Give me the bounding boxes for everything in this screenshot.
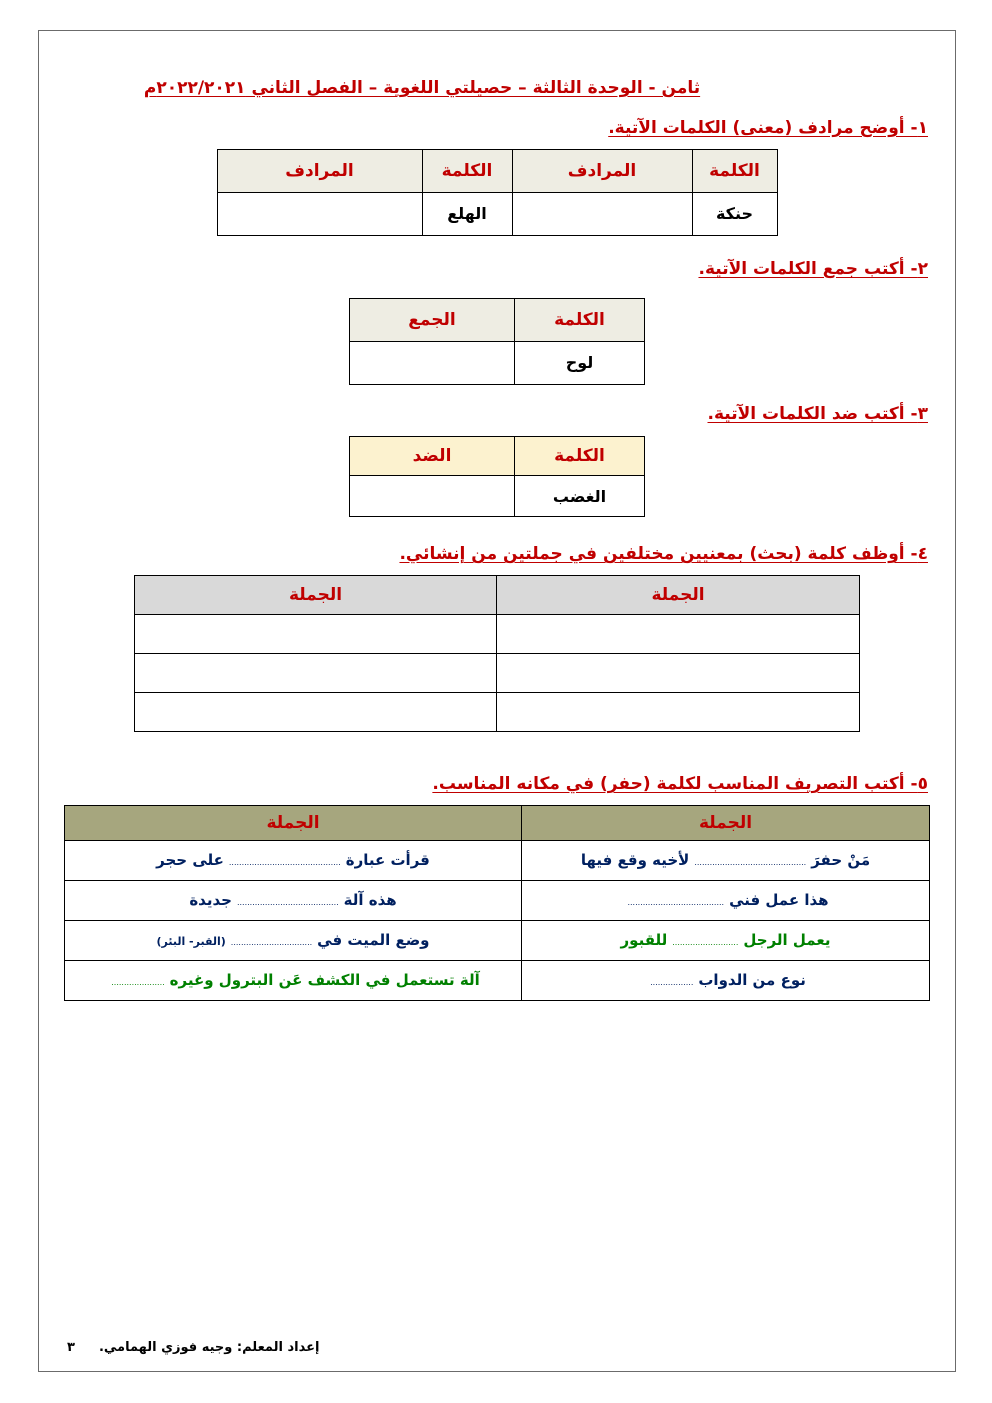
- sentence-text: على حجر: [156, 850, 224, 869]
- header-word: الكلمة: [692, 149, 777, 192]
- question-3-heading: ٣- أكتب ضد الكلمات الآتية.: [707, 403, 928, 424]
- sentence-text: للقبور: [620, 930, 668, 949]
- page-footer: [67, 1340, 319, 1355]
- sentence-cell: [65, 880, 522, 920]
- table-row: [65, 880, 930, 920]
- header-word: الكلمة: [422, 149, 512, 192]
- table-row: [65, 840, 930, 880]
- hint-note: (القبر- البئر): [156, 934, 226, 948]
- answer-blank: .....................: [111, 977, 165, 987]
- header-sentence: الجملة: [65, 805, 522, 840]
- prepared-by-text: إعداد المعلم: وجيه فوزي الهمامي.: [98, 1340, 320, 1355]
- table-row: [135, 615, 860, 654]
- answer-cell: [512, 192, 692, 235]
- header-sentence: الجملة: [522, 805, 930, 840]
- table-row: [350, 341, 645, 384]
- sentence-text: هذا عمل فني: [729, 890, 829, 909]
- answer-blank: ................................: [230, 937, 313, 947]
- word-cell: حنكة: [692, 192, 777, 235]
- answer-blank: ..........................: [672, 937, 739, 947]
- question-5-heading: ٥- أكتب التصريف المناسب لكلمة (حفر) في مكانه المناسب.: [432, 774, 928, 795]
- header-row: [135, 576, 860, 615]
- sentence-text: نوع من الدواب: [698, 970, 806, 989]
- sentence-cell: [522, 840, 930, 880]
- header-synonym: المرادف: [217, 149, 422, 192]
- answer-cell: [497, 654, 860, 693]
- question-4-table: [134, 575, 860, 732]
- answer-cell: [217, 192, 422, 235]
- answer-cell: [497, 693, 860, 732]
- header-sentence: الجملة: [135, 576, 497, 615]
- table-row: [65, 920, 930, 960]
- answer-cell: [135, 693, 497, 732]
- sentence-cell: [522, 960, 930, 1000]
- header-plural: الجمع: [350, 298, 515, 341]
- answer-cell: [497, 615, 860, 654]
- question-4-heading: ٤- أوظف كلمة (بحث) بمعنيين مختلفين في جملتين من إنشائي.: [399, 544, 928, 565]
- answer-blank: ........................................: [236, 897, 339, 907]
- answer-cell: [350, 476, 515, 517]
- header-row: [65, 805, 930, 840]
- table-row: [65, 960, 930, 1000]
- question-3-table: [349, 436, 645, 517]
- sentence-cell: [65, 920, 522, 960]
- sentence-cell: [65, 840, 522, 880]
- table-row: [135, 693, 860, 732]
- header-word: الكلمة: [515, 298, 645, 341]
- header-word: الكلمة: [515, 437, 645, 476]
- sentence-text: هذه آلة: [343, 890, 397, 909]
- sentence-text: قرأت عبارة: [345, 850, 430, 869]
- sentence-text: يعمل الرجل: [743, 930, 831, 949]
- answer-blank: ......................................: [627, 897, 725, 907]
- question-5-table: [64, 805, 930, 1001]
- page-number: ٣: [67, 1340, 75, 1355]
- header-antonym: الضد: [350, 437, 515, 476]
- table-row: [350, 476, 645, 517]
- answer-blank: .................: [650, 977, 694, 987]
- sentence-text: جديدة: [189, 890, 232, 909]
- sentence-text: لأخيه وقع فيها: [580, 850, 690, 869]
- sentence-cell: [522, 920, 930, 960]
- header-sentence: الجملة: [497, 576, 860, 615]
- question-1-table: [217, 149, 778, 236]
- word-cell: الهلع: [422, 192, 512, 235]
- word-cell: لوح: [515, 341, 645, 384]
- question-1-heading: ١- أوضح مرادف (معنى) الكلمات الآتية.: [608, 117, 928, 138]
- header-row: [350, 298, 645, 341]
- sentence-cell: [65, 960, 522, 1000]
- page-frame: [38, 30, 956, 1372]
- answer-blank: ............................................: [694, 857, 807, 867]
- table-row: [217, 192, 777, 235]
- question-2-heading: ٢- أكتب جمع الكلمات الآتية.: [698, 258, 928, 279]
- answer-blank: ............................................: [228, 857, 341, 867]
- sentence-cell: [522, 880, 930, 920]
- answer-cell: [135, 615, 497, 654]
- word-cell: الغضب: [515, 476, 645, 517]
- sentence-text: آلة تستعمل في الكشف عَن البترول وغيره: [169, 970, 480, 989]
- sentence-text: مَنْ حفرَ: [811, 850, 871, 869]
- answer-cell: [350, 341, 515, 384]
- answer-cell: [135, 654, 497, 693]
- question-2-table: [349, 298, 645, 385]
- table-row: [135, 654, 860, 693]
- header-synonym: المرادف: [512, 149, 692, 192]
- header-row: [217, 149, 777, 192]
- page-title: ثامن - الوحدة الثالثة – حصيلتي اللغوية – الفصل الثاني ٢٠٢٢/٢٠٢١م: [143, 78, 701, 98]
- sentence-text: وضع الميت في: [317, 930, 430, 949]
- header-row: [350, 437, 645, 476]
